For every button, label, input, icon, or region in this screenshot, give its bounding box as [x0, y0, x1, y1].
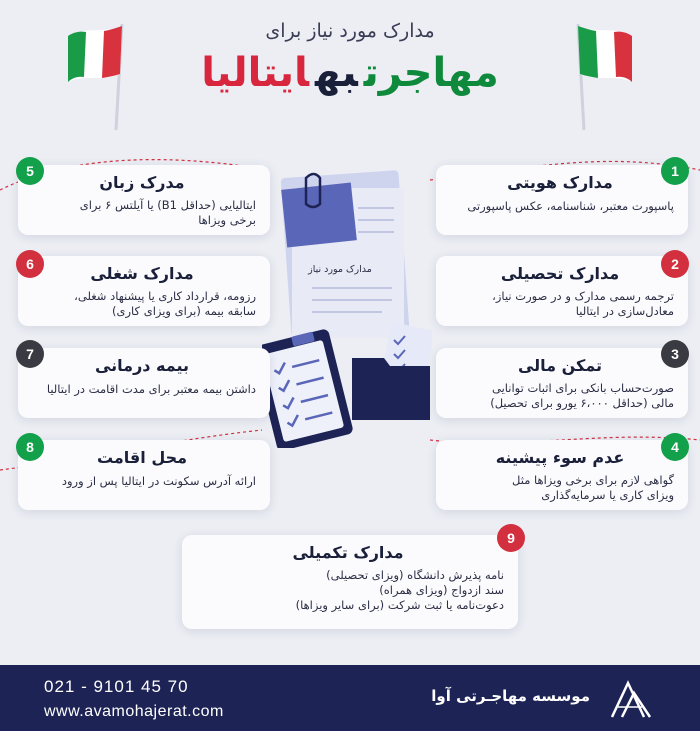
- header-subtitle: مدارک مورد نیاز برای: [265, 20, 435, 42]
- step-badge-6: 6: [16, 250, 44, 278]
- italy-flag-icon-left: [62, 14, 144, 132]
- card-title: مدارک تحصیلی: [500, 264, 620, 283]
- card-desc: داشتن بیمه معتبر برای مدت اقامت در ایتالیا: [46, 382, 256, 396]
- documents-illustration: [262, 168, 432, 448]
- title-word-to: به: [315, 50, 358, 96]
- card-desc-line: برخی ویزاها: [198, 213, 256, 227]
- step-badge-8: 8: [16, 433, 44, 461]
- card-criminal-record: [436, 440, 688, 510]
- step-badge-1: 1: [661, 157, 689, 185]
- step-badge-4: 4: [661, 433, 689, 461]
- card-health-insurance: [18, 348, 270, 418]
- card-title: تمکن مالی: [517, 356, 603, 375]
- card-accommodation: [18, 440, 270, 510]
- card-desc-line: رزومه، قرارداد کاری یا پیشنهاد شغلی،: [74, 289, 256, 303]
- footer-website-link[interactable]: www.avamohajerat.com: [44, 703, 224, 720]
- footer-brand-name: موسسه مهاجـرتی آوا: [431, 687, 590, 705]
- card-desc-line: سابقه بیمه (برای ویزای کاری): [112, 304, 256, 318]
- step-badge-2: 2: [661, 250, 689, 278]
- step-badge-7: 7: [16, 340, 44, 368]
- step-badge-3: 3: [661, 340, 689, 368]
- step-badge-9: 9: [497, 524, 525, 552]
- footer-phone[interactable]: 021 - 9101 45 70: [44, 677, 189, 696]
- card-desc-line: صورت‌حساب بانکی برای اثبات توانایی: [491, 381, 674, 395]
- card-identity-documents: [436, 165, 688, 235]
- step-badge-5: 5: [16, 157, 44, 185]
- card-desc-line: ویزای کاری یا سرمایه‌گذاری: [541, 488, 674, 502]
- card-supplementary-documents: [182, 535, 518, 629]
- card-title: عدم سوء پیشینه: [495, 448, 625, 467]
- card-desc: ارائه آدرس سکونت در ایتالیا پس از ورود: [61, 474, 256, 488]
- card-desc-line: گواهی لازم برای برخی ویزاها مثل: [512, 473, 674, 487]
- card-financial-proof: [436, 348, 688, 418]
- title-word-migration: مهاجرت: [363, 50, 499, 96]
- card-title: بیمه درمانی: [94, 356, 190, 375]
- card-desc-line: ترجمه رسمی مدارک و در صورت نیاز،: [492, 289, 674, 303]
- card-desc-line: نامه پذیرش دانشگاه (ویزای تحصیلی): [326, 568, 504, 582]
- card-desc-line: ایتالیایی (حداقل B1) یا آیلتس ۶ برای: [79, 198, 256, 212]
- card-employment-documents: [18, 256, 270, 326]
- card-education-documents: [436, 256, 688, 326]
- card-desc: پاسپورت معتبر، شناسنامه، عکس پاسپورتی: [467, 199, 674, 213]
- title-word-italy: ایتالیا: [201, 50, 310, 96]
- card-title: مدارک شغلی: [90, 264, 194, 283]
- footer-bar: [0, 665, 700, 731]
- card-title: مدارک هویتی: [507, 173, 613, 192]
- card-title: مدرک زبان: [99, 173, 185, 192]
- italy-flag-icon-right: [556, 14, 638, 132]
- card-title: مدارک تکمیلی: [292, 543, 404, 562]
- card-desc-line: دعوت‌نامه یا ثبت شرکت (برای سایر ویزاها): [295, 598, 504, 612]
- card-title: محل اقامت: [96, 448, 188, 467]
- document-label: مدارک مورد نیاز: [308, 264, 372, 275]
- card-desc-line: معادل‌سازی در ایتالیا: [575, 304, 674, 318]
- card-desc-line: سند ازدواج (ویزای همراه): [379, 583, 504, 597]
- card-language-certificate: [18, 165, 270, 235]
- card-desc-line: مالی (حداقل ۶،۰۰۰ یورو برای تحصیل): [490, 396, 674, 410]
- ava-logo-icon: [608, 677, 654, 721]
